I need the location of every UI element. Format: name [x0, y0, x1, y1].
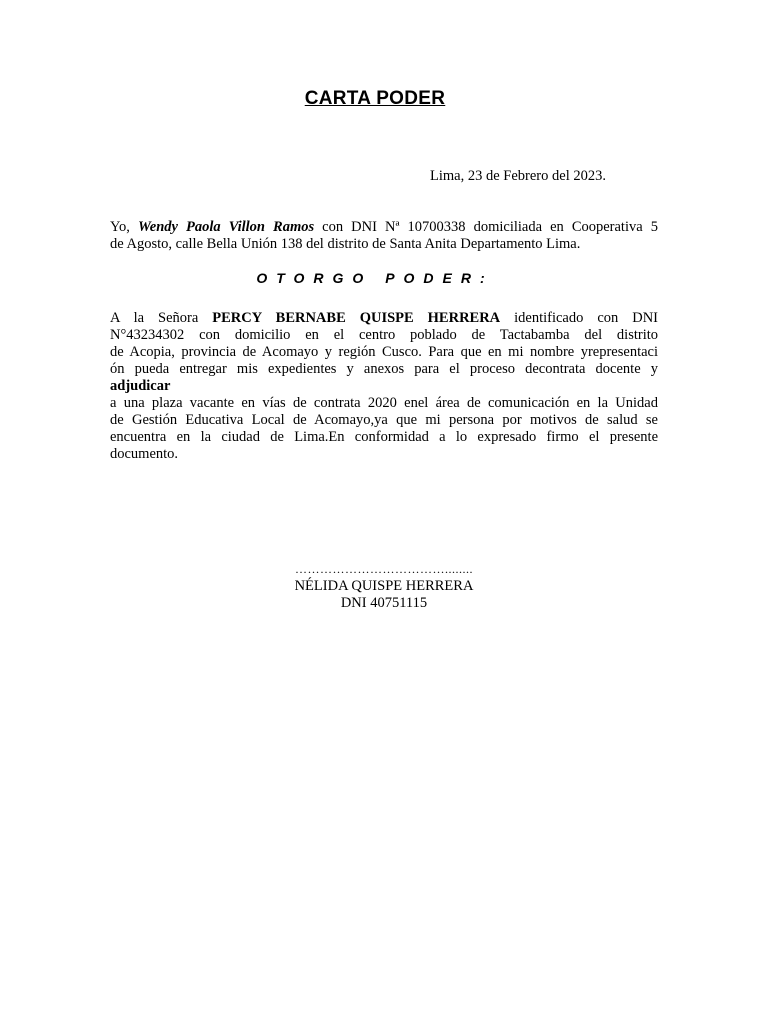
intro-line-2: de Agosto, calle Bella Unión 138 del distrito de Santa Anita Departamento Lima.: [110, 236, 581, 252]
body-line-1: [110, 310, 658, 327]
body-line-7: de Gestión Educativa Local de Acomayo,ya que mi persona por motivos de salud se: [110, 412, 658, 428]
document-date: Lima, 23 de Febrero del 2023.: [430, 168, 606, 184]
attorney-name: PERCY BERNABE QUISPE HERRERA: [212, 310, 501, 326]
body-line-1-rest: identificado con DNI: [500, 310, 658, 326]
body-paragraph: [110, 310, 658, 463]
body-line-4: ón pueda entregar mis expedientes y anexos para el proceso decontrata docente y: [110, 361, 658, 377]
body-prefix: A la Señora: [110, 310, 213, 326]
body-line-8: encuentra en la ciudad de Lima.En conformidad a lo expresado firmo el presente: [110, 429, 658, 445]
signatory-dni: DNI 40751115: [340, 595, 428, 611]
body-line-3: de Acopia, provincia de Acomayo y región Cusco. Para que en mi nombre yrepresentaci: [110, 344, 658, 360]
body-line-9: documento.: [110, 446, 179, 462]
section-heading: OTORGO PODER:: [256, 270, 494, 286]
intro-line-1-rest: con DNI Nª 10700338 domiciliada en Cooperativa 5: [314, 219, 658, 235]
intro-paragraph: [110, 219, 658, 253]
intro-prefix: Yo,: [110, 219, 138, 235]
body-line-5: [110, 378, 658, 395]
adjudicar-word: adjudicar: [110, 378, 171, 394]
signature-line: ………………………………........: [295, 562, 473, 576]
document-title: CARTA PODER: [304, 88, 446, 109]
body-line-2: N°43234302 con domicilio en el centro poblado de Tactabamba del distrito: [110, 327, 658, 343]
body-line-6: a una plaza vacante en vías de contrata 2020 enel área de comunicación en la Unidad: [110, 395, 658, 411]
intro-line-1: [110, 219, 658, 236]
grantor-name: Wendy Paola Villon Ramos: [137, 219, 315, 235]
signatory-name: NÉLIDA QUISPE HERRERA: [294, 578, 474, 594]
